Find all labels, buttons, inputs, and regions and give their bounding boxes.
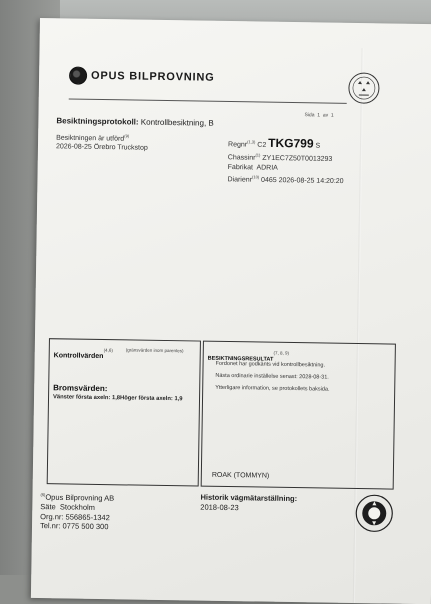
kontrollvarden-box: Kontrollvärden$^{(4,6)}$ (gränsvärden inom parentes) Bromsvärden: Vänster första axeln: 1,8Höger första axeln: 1,9 bbox=[47, 338, 201, 486]
result-lines: Fordonet har godkänts vid kontrollbesiktning. Nästa ordinarie inställelse senast: 2028-08-31. Ytterligare information, se protokollets baksida. bbox=[215, 360, 330, 393]
fabrikat-row: Fabrikat ADRIA bbox=[227, 163, 278, 172]
page-indicator: Sida 1 av 1 bbox=[304, 112, 334, 119]
opus-logo-icon bbox=[69, 66, 87, 84]
brand-name: OPUS BILPROVNING bbox=[91, 69, 215, 84]
protocol-title: Besiktningsprotokoll: Kontrollbesiktning, B bbox=[56, 116, 214, 128]
result-box: BESIKTNINGSRESULTAT$^{(7, 8, 9)}$ Fordonet har godkänts vid kontrollbesiktning. Nästa ordinarie inställelse senast: 2028-08-31. Ytterligare information, se protokollets baksida. ROAK (TOMMYN) bbox=[201, 341, 396, 490]
quality-certification-seal-icon bbox=[354, 493, 395, 534]
company-info: $^{(5)}$Opus Bilprovning AB Säte Stockholm Org.nr: 556865-1342 Tel.nr: 0775 500 300 bbox=[39, 492, 115, 532]
registration-number: TKG799 bbox=[268, 135, 314, 151]
brake-heading: Bromsvärden: bbox=[53, 383, 108, 394]
vehicle-info bbox=[227, 137, 344, 187]
swedac-accreditation-seal-icon bbox=[347, 71, 382, 106]
inspection-date-location: 2026-08-25 Örebro Truckstop bbox=[55, 143, 148, 153]
header-divider bbox=[69, 98, 347, 103]
odometer-history: Historik vägmätarställning: 2018-08-23 bbox=[200, 492, 298, 512]
inspection-performed: Besiktningen är utförd$^{(9)}$ 2026-08-25 Örebro Truckstop bbox=[55, 133, 148, 153]
inspector-signature: ROAK (TOMMYN) bbox=[211, 471, 270, 480]
inspection-document bbox=[31, 18, 431, 604]
diarienr-row: Diarienr$^{(10)}$ 0465 2026-08-25 14:20:20 bbox=[227, 174, 344, 186]
chassinr-row: Chassinr$^{(1)}$ ZY1EC7Z50T0013293 bbox=[227, 152, 333, 163]
brake-values: Vänster första axeln: 1,8Höger första axeln: 1,9 bbox=[52, 394, 183, 403]
regnr-row: Regnr$^{(1,3)}$ C2 TKG799 S bbox=[227, 135, 321, 151]
brand-logo bbox=[69, 66, 215, 86]
